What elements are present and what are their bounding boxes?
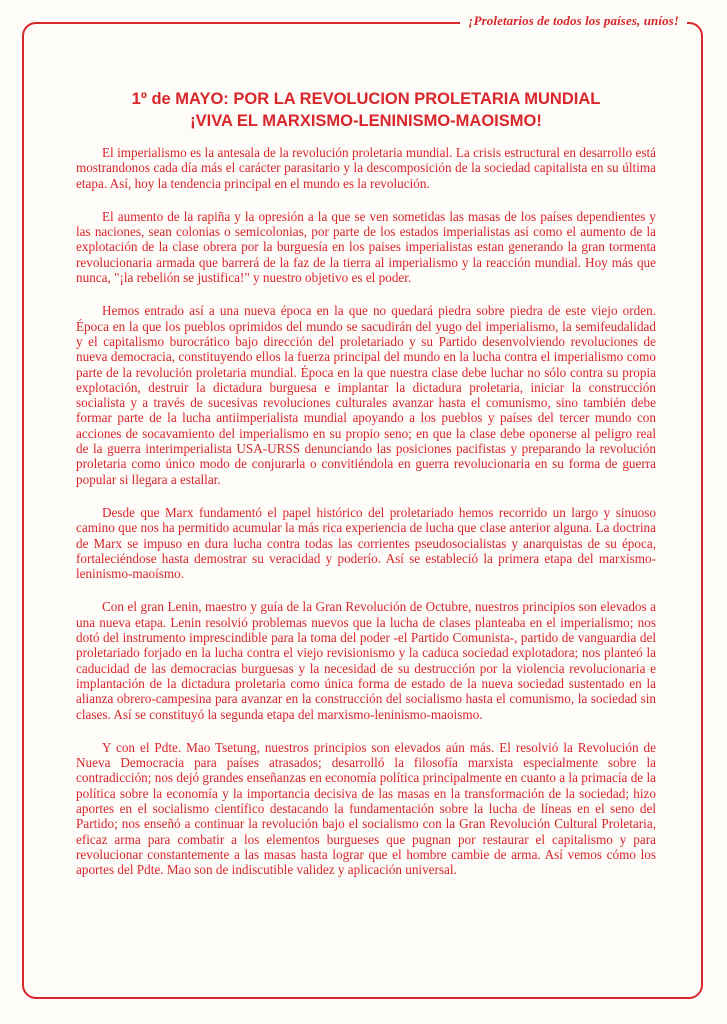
document-body bbox=[76, 88, 656, 895]
paragraph-6: Y con el Pdte. Mao Tsetung, nuestros principios son elevados aún más. El resolvió la Revolución de Nueva Democracia para países atrasados; desarrolló la filosofía marxista especialmente sobre la contradicción; nos dejó grandes enseñanzas en economía política principalmente en cuanto a la primacía de la política sobre la economía y la importancia decisiva de las masas en la transformación de la sociedad; hizo aportes en el socialismo científico destacando la fundamentación sobre la lucha de líneas en el seno del Partido; nos enseñó a continuar la revolución bajo el socialismo con la Gran Revolución Cultural Proletaria, eficaz arma para combatir a los elementos burgueses que pugnan por restaurar el capitalismo y para revolucionar constantemente a las masas hasta lograr que el hombre cambie de arma. Así vemos cómo los aportes del Pdte. Mao son de indiscutible validez y aplicación universal. bbox=[76, 739, 656, 878]
paragraph-5: Con el gran Lenin, maestro y guía de la Gran Revolución de Octubre, nuestros principios son elevados a una nueva etapa. Lenin resolvió problemas nuevos que la lucha de clases planteaba en el imperialismo; nos dotó del instrumento imprescindible para la toma del poder -el Partido Comunista-, partido de vanguardia del proletariado forjado en la lucha contra el viejo revisionismo y la caduca sociedad explotadora; nos planteó la caducidad de las democracias burguesas y la necesidad de su destrucción por la violencia revolucionaria e implantación de la dictadura proletaria como única forma de estado de la nueva sociedad sustentado en la alianza obrero-campesina para avanzar en la construcción del socialismo hasta el comunismo, la sociedad sin clases. Así se constituyó la segunda etapa del marxismo-leninismo-maoismo. bbox=[76, 599, 656, 722]
title-line-2: ¡VIVA EL MARXISMO-LENINISMO-MAOISMO! bbox=[190, 112, 542, 130]
page-title bbox=[76, 88, 656, 132]
title-line-1: 1º de MAYO: POR LA REVOLUCION PROLETARIA MUNDIAL bbox=[131, 90, 601, 108]
paragraph-3: Hemos entrado así a una nueva época en la que no quedará piedra sobre piedra de este viejo orden. Época en la que los pueblos oprimidos del mundo se sacudirán del yugo del imperialismo, la semifeudalidad y el capitalismo burocrático bajo dirección del proletariado y su Partido desenvolviendo revoluciones de nueva democracia, constituyendo ellos la fuerza principal del mundo en la lucha contra el imperialismo como parte de la revolución proletaria mundial. Época en la que nuestra clase debe luchar no sólo contra su propia explotación, destruir la dictadura burguesa e implantar la dictadura proletaria, iniciar la construcción socialista y a través de sucesivas revoluciones culturales avanzar hasta el comunismo, sino también debe formar parte de la lucha antiimperialista mundial apoyando a los pueblos y países del tercer mundo con acciones de socavamiento del imperialismo en su propio seno; en que la clase debe oponerse al peligro real de la guerra interimperialista USA-URSS denunciando las posiciones pacifistas y preparando la revolución proletaria como único modo de conjurarla o convitiéndola en guerra revolucionaria en su forma de guerra popular si llegara a estallar. bbox=[76, 303, 656, 487]
header-motto: ¡Proletarios de todos los países, uníos! bbox=[460, 13, 687, 29]
paragraph-2: El aumento de la rapiña y la opresión a la que se ven sometidas las masas de los países dependientes y las naciones, sean colonias o semicolonias, por parte de los estados imperialistas así como el aumento de la explotación de la clase obrera por la burguesía en los paises imperialistas estan generando la gran tormenta revolucionaria armada que barrerá de la faz de la tierra al imperialismo y la reacción mundial. Hoy más que nunca, "¡la rebelión se justifica!" y nuestro objetivo es el poder. bbox=[76, 208, 656, 286]
paragraph-1: El imperialismo es la antesala de la revolución proletaria mundial. La crisis estructural en desarrollo está mostrandonos cada día más el carácter parasitario y la descomposición de la sociedad capitalista en su última etapa. Así, hoy la tendencia principal en el mundo es la revolución. bbox=[76, 145, 656, 191]
paragraph-4: Desde que Marx fundamentó el papel histórico del proletariado hemos recorrido un largo y sinuoso camino que nos ha permitido acumular la más rica experiencia de lucha que clase anterior alguna. La doctrina de Marx se impuso en dura lucha contra todas las corrientes pseudosocialistas y anarquistas de su época, fortaleciéndose hasta demostrar su veracidad y poderío. Así se estableció la primera etapa del marxismo-leninismo-maoísmo. bbox=[76, 504, 656, 582]
